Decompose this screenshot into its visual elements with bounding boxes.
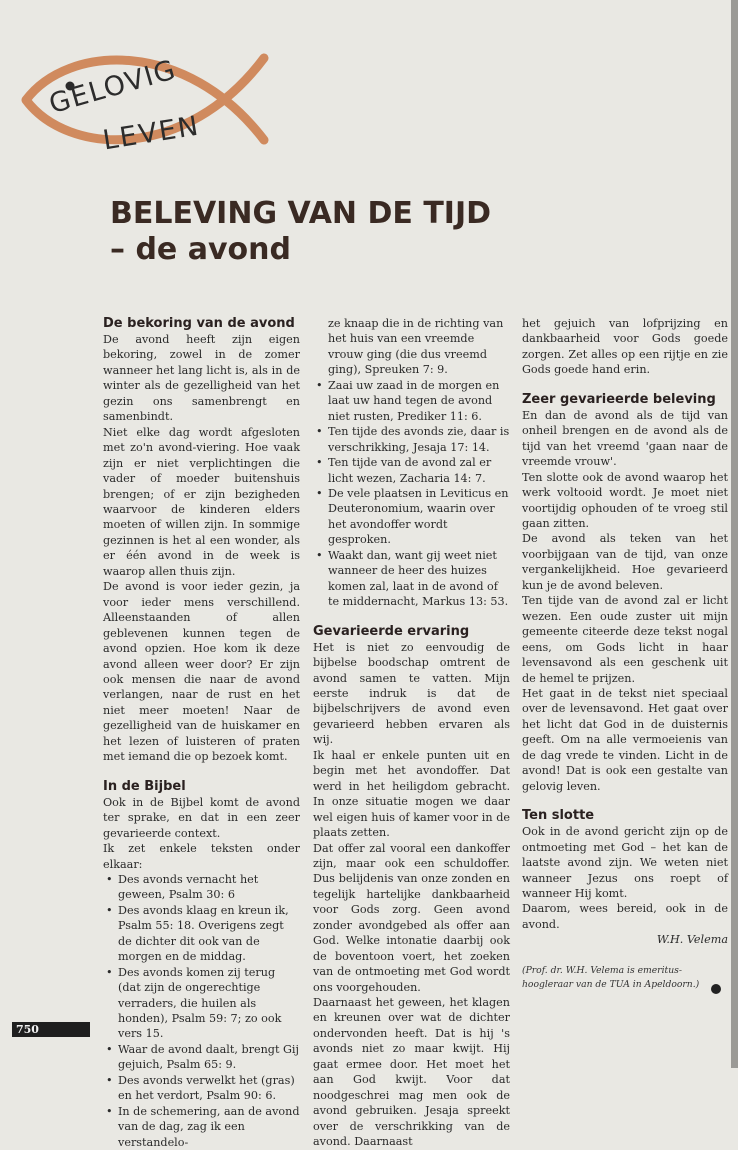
author-note: (Prof. dr. W.H. Velema is emeritus-hoogleraar van de TUA in Apeldoorn.): [522, 965, 700, 990]
spacer: [313, 610, 510, 624]
gelovig-leven-logo: [18, 36, 298, 156]
list-item: • Waakt dan, want gij weet niet wanneer de heer des huizes komen zal, laat in de avond of te middernacht, Markus 13: 53.: [328, 548, 510, 610]
list-item: • Des avonds verwelkt het (gras) en het verdort, Psalm 90: 6.: [118, 1073, 300, 1104]
paragraph: Ook in de Bijbel komt de avond ter sprake, en dat in een zeer gevarieerde context.: [103, 795, 300, 840]
list-item: • De vele plaatsen in Leviticus en Deuteronomium, waarin over het avondoffer wordt gesproken.: [328, 486, 510, 548]
paragraph: Ten tijde van de avond zal er licht wezen. Een oude zuster uit mijn gemeente citeerde deze tekst nogal eens, om Gods licht in haar levensavond als een geschenk uit de hemel te prijzen.: [522, 594, 728, 685]
paragraph: Ik zet enkele teksten onder elkaar:: [103, 842, 300, 871]
paragraph: De avond heeft zijn eigen bekoring, zowel in de zomer wanneer het lang licht is, als in de winter als de gezelligheid van het gezin ons samenbrengt en samenbindt.: [103, 333, 300, 424]
title-line2: – de avond: [110, 232, 291, 267]
list-item: • Zaai uw zaad in de morgen en laat uw hand tegen de avond niet rusten, Prediker 11: 6.: [328, 378, 510, 424]
author-signature: W.H. Velema: [656, 933, 728, 947]
paragraph: En dan de avond als de tijd van onheil brengen en de avond als de tijd van het vreemd 'gaan naar de vreemde vrouw'.: [522, 408, 728, 469]
paragraph: Ik haal er enkele punten uit en begin met het avondoffer. Dat werd in het heiligdom gebracht. In onze situatie mogen we daar wel eigen huis of kamer voor in de plaats zetten.: [313, 748, 510, 840]
page-number: 750: [16, 1023, 39, 1036]
spacer: [522, 378, 728, 392]
spacer: [103, 765, 300, 779]
list-item: • Des avonds klaag en kreun ik, Psalm 55: 18. Overigens zegt de dichter dit ook van de morgen en de middag.: [118, 903, 300, 965]
paragraph: De avond als teken van het voorbijgaan van de tijd, van onze vergankelijkheid. Hoe gevarieerd kun je de avond beleven.: [522, 532, 728, 592]
list-continuation: ze knaap die in de richting van het huis van een vreemde vrouw ging (die dus vreemd ging), Spreuken 7: 9.: [328, 317, 504, 377]
paragraph: Dat offer zal vooral een dankoffer zijn, maar ook een schuldoffer. Dus belijdenis van onze zonden en tegelijk hartelijke dankbaarheid voor Gods zorg. Geen avond zonder avondgebed als offer aan God. Welke intonatie daarbij ook de boventoon voert, het zoeken van de ontmoeting met God wordt ons voorgehouden.: [313, 841, 510, 994]
list-item: • Ten tijde des avonds zie, daar is verschrikking, Jesaja 17: 14.: [328, 424, 510, 455]
paragraph: Ten slotte ook de avond waarop het werk voltooid wordt. Je moet niet voortijdig ophouden of te vroeg stil gaan zitten.: [522, 470, 728, 530]
paragraph: het gejuich van lofprijzing en dankbaarheid voor Gods goede zorgen. Zet alles op een rijtje en zie Gods goede hand erin.: [522, 317, 728, 377]
list-item: • Des avonds vernacht het geween, Psalm 30: 6: [118, 872, 300, 903]
column-1: [103, 316, 300, 1150]
spacer: [522, 794, 728, 808]
bible-text-list-cont: [313, 378, 510, 610]
list-item: • Ten tijde van de avond zal er licht wezen, Zacharia 14: 7.: [328, 455, 510, 486]
scan-edge: [731, 0, 738, 1068]
section-heading-ervaring: Gevarieerde ervaring: [313, 623, 470, 639]
column-3: [522, 316, 728, 948]
section-heading-beleving: Zeer gevarieerde beleving: [522, 391, 716, 407]
list-item: • Waar de avond daalt, brengt Gij gejuich, Psalm 65: 9.: [118, 1042, 300, 1073]
fish-icon: [18, 36, 298, 156]
list-item: • Des avonds komen zij terug (dat zijn de ongerechtige verraders, die huilen als honden), Psalm 59: 7; zo ook vers 15.: [118, 965, 300, 1042]
section-heading-bijbel: In de Bijbel: [103, 778, 186, 794]
logo-line1: GELOVIG: [45, 54, 180, 121]
bible-text-list: [103, 872, 300, 1150]
end-mark-icon: [711, 984, 721, 994]
paragraph: Daarom, wees bereid, ook in de avond.: [522, 902, 728, 931]
column-2: [313, 316, 510, 1150]
section-heading-slotte: Ten slotte: [522, 808, 595, 824]
paragraph: Het gaat in de tekst niet speciaal over de levensavond. Het gaat over het licht dat God in de duisternis geeft. Om na alle vermoeienis van de dag vrede te vinden. Licht in de avond! Dat is ook een gestalte van gelovig leven.: [522, 686, 728, 793]
paragraph: Ook in de avond gericht zijn op de ontmoeting met God – het kan de laatste avond zijn. We weten niet wanneer Jezus ons roept of wanneer Hij komt.: [522, 825, 728, 900]
section-heading-bekoring: De bekoring van de avond: [103, 316, 295, 331]
paragraph: De avond is voor ieder gezin, ja voor ieder mens verschillend. Alleenstaanden of allen geblevenen kunnen tegen de avond opzien. Hoe kom ik deze avond alleen weer door? Er zijn ook mensen die naar de avond verlangen, naar de rust en het niet meer moeten! Naar de gezelligheid van de huiskamer en het lezen of luisteren of praten met iemand die op bezoek komt.: [103, 580, 300, 764]
paragraph: Het is niet zo eenvoudig de bijbelse boodschap omtrent de avond samen te vatten. Mijn eerste indruk is dat de bijbelschrijvers de avond even gevarieerd hebben ervaren als wij.: [313, 640, 510, 747]
paragraph: Niet elke dag wordt afgesloten met zo'n avond-viering. Hoe vaak zijn er niet verplichtingen die vader of moeder buitenshuis brengen; of er zijn bezigheden waarvoor de kinderen elders moeten of willen zijn. In sommige gezinnen is het al een wonder, als er één avond in de week is waarop allen thuis zijn.: [103, 425, 300, 578]
paragraph: Daarnaast het geween, het klagen en kreunen over wat de dichter ondervonden heeft. Dat is hij 's avonds niet zo maar kwijt. Hij gaat ermee door. Het moet het aan God kwijt. Voor dat noodgeschrei mag men ook de avond gebruiken. Jesaja spreekt over de verschrikking van de avond. Daarnaast: [313, 996, 510, 1149]
article-title: [110, 196, 491, 268]
logo-line2: LEVEN: [100, 110, 203, 156]
list-item: • In de schemering, aan de avond van de dag, zag ik een verstandelo-: [118, 1104, 300, 1150]
title-line1: BELEVING VAN DE TIJD: [110, 196, 492, 231]
